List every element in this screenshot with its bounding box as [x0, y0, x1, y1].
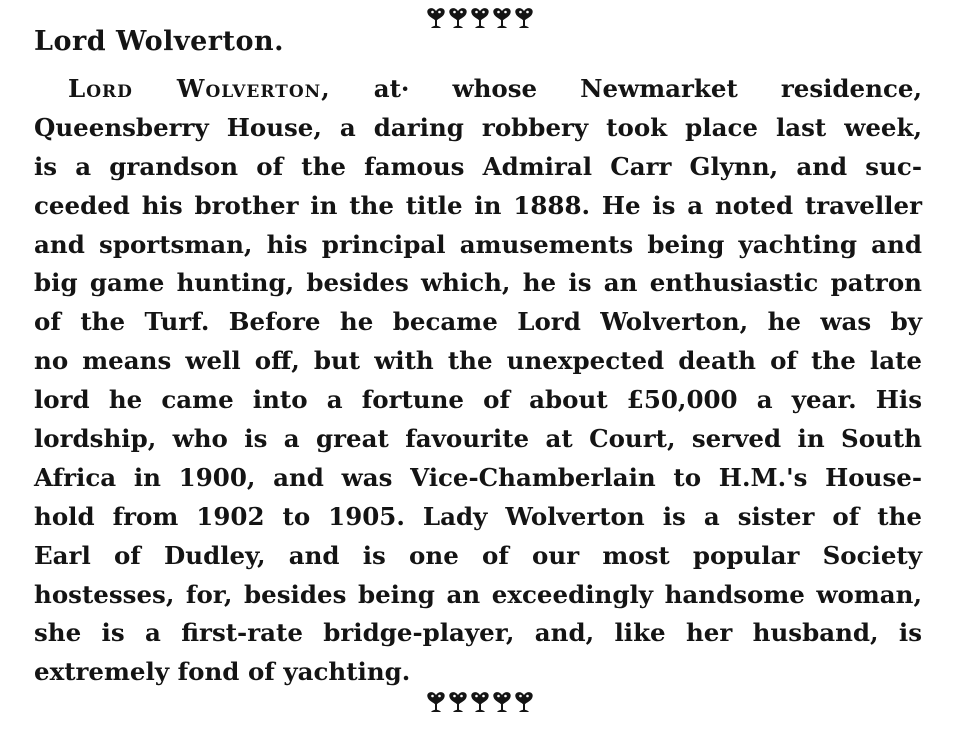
article-line: Earl of Dudley, and is one of our most popular Society [34, 540, 922, 570]
article-line: no means well off, but with the unexpected death of the late [34, 346, 922, 376]
article-line: of the Turf. Before he became Lord Wolverton, he was by [34, 307, 922, 337]
article-line: hostesses, for, besides being an exceedingly handsome woman, [34, 579, 922, 609]
article-line: ceeded his brother in the title in 1888. He is a noted traveller [34, 190, 922, 220]
fleuron-icon [514, 6, 534, 40]
fleuron-row-icon [0, 690, 960, 724]
lead-name: Lord Wolverton, [68, 74, 331, 103]
article-line: lordship, who is a great favourite at Court, served in South [34, 424, 922, 454]
article-line: lord he came into a fortune of about £50,000 a year. His [34, 385, 922, 415]
article-heading: Lord Wolverton. [34, 26, 284, 57]
article-line: Queensberry House, a daring robbery took place last week, [34, 112, 922, 142]
fleuron-icon [492, 6, 512, 40]
article-line: Lord Wolverton, at· whose Newmarket residence, [68, 74, 922, 103]
fleuron-icon [514, 690, 534, 724]
fleuron-icon [426, 6, 446, 40]
article-body [34, 70, 922, 692]
article-line: hold from 1902 to 1905. Lady Wolverton is a sister of the [34, 501, 922, 531]
fleuron-icon [448, 6, 468, 40]
article-line: extremely fond of yachting. [34, 657, 411, 687]
article-line: Africa in 1900, and was Vice-Chamberlain to H.M.'s House- [34, 462, 922, 492]
article-line: she is a first-rate bridge-player, and, like her husband, is [34, 618, 922, 648]
fleuron-icon [470, 6, 490, 40]
fleuron-icon [426, 690, 446, 724]
fleuron-icon [448, 690, 468, 724]
fleuron-icon [470, 690, 490, 724]
article-line: big game hunting, besides which, he is an enthusiastic patron [34, 268, 922, 298]
fleuron-icon [492, 690, 512, 724]
article-line: and sportsman, his principal amusements being yachting and [34, 229, 922, 259]
article-line: is a grandson of the famous Admiral Carr Glynn, and suc- [34, 151, 922, 181]
